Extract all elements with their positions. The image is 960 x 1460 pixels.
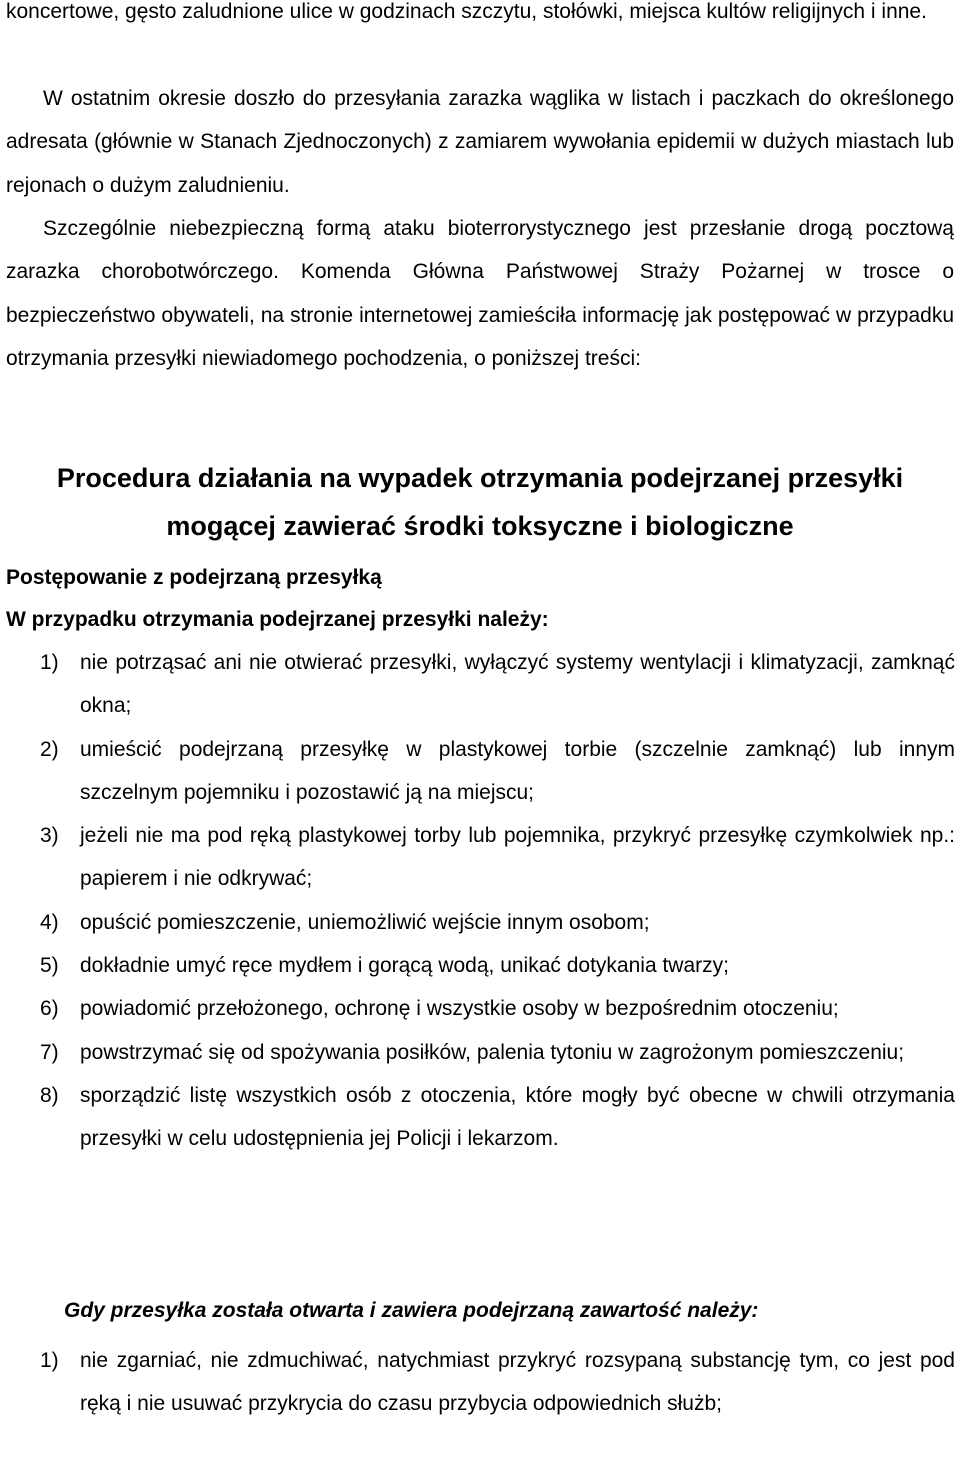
list-item-text: umieścić podejrzaną przesyłkę w plastykowej torbie (szczelnie zamknąć) lub innym szczelnym pojemniku i pozostawić ją na miejscu; [80, 737, 955, 804]
list-item [0, 641, 960, 728]
list-item-number: 8) [40, 1083, 59, 1107]
opened-package-heading: Gdy przesyłka została otwarta i zawiera podejrzaną zawartość należy: [64, 1299, 759, 1322]
procedure-steps-list [0, 641, 960, 1161]
list-item-text: jeżeli nie ma pod ręką plastykowej torby lub pojemnika, przykryć przesyłkę czymkolwiek np.: papierem i nie odkrywać; [80, 824, 955, 891]
list-item-text: powiadomić przełożonego, ochronę i wszystkie osoby w bezpośrednim otoczeniu; [80, 997, 839, 1021]
procedure-subheading: Postępowanie z podejrzaną przesyłką [6, 566, 382, 589]
list-item-number: 3) [40, 824, 59, 848]
list-item [0, 944, 960, 987]
procedure-list-heading: W przypadku otrzymania podejrzanej przesyłki należy: [6, 608, 549, 631]
list-item-text: sporządzić listę wszystkich osób z otoczenia, które mogły być obecne w chwili otrzymania przesyłki w celu udostępnienia jej Policji i lekarzom. [80, 1083, 955, 1151]
list-item [0, 728, 960, 815]
list-item-number: 1) [40, 1349, 59, 1372]
list-item-number: 5) [40, 954, 59, 978]
procedure-title-line-1: Procedura działania na wypadek otrzymania podejrzanej przesyłki [56, 463, 904, 493]
list-item [0, 814, 960, 901]
opened-package-steps-list [0, 1339, 960, 1426]
list-item-text: nie potrząsać ani nie otwierać przesyłki, wyłączyć systemy wentylacji i klimatyzacji, zamknąć okna; [80, 651, 955, 718]
intro-paragraph-3: Szczególnie niebezpieczną formą ataku bioterrorystycznego jest przesłanie drogą pocztową zarazka chorobotwórczego. Komenda Główna Państwowej Straży Pożarnej w trosce o bezpieczeństwo obywateli, na stronie internetowej zamieściła informację jak postępować w przypadku otrzymania przesyłki niewiadomego pochodzenia, o poniższej treści: [6, 217, 954, 370]
list-item-text: dokładnie umyć ręce mydłem i gorącą wodą, unikać dotykania twarzy; [80, 954, 729, 978]
intro-paragraph-1: koncertowe, gęsto zaludnione ulice w godzinach szczytu, stołówki, miejsca kultów religijnych i inne. [6, 0, 927, 23]
list-item [0, 1074, 960, 1161]
list-item-number: 2) [40, 737, 59, 761]
intro-paragraph-2: W ostatnim okresie doszło do przesyłania zarazka wąglika w listach i paczkach do określonego adresata (głównie w Stanach Zjednoczonych) z zamiarem wywołania epidemii w dużych miastach lub rejonach o dużym zaludnieniu. [6, 87, 954, 197]
procedure-title-line-2: mogącej zawierać środki toksyczne i biologiczne [166, 511, 794, 541]
list-item-number: 4) [40, 910, 59, 934]
list-item-text: opuścić pomieszczenie, uniemożliwić wejście innym osobom; [80, 910, 650, 934]
list-item-number: 1) [40, 651, 59, 674]
list-item [0, 1339, 960, 1426]
list-item-number: 6) [40, 997, 59, 1021]
list-item [0, 1031, 960, 1074]
list-item [0, 987, 960, 1030]
list-item [0, 901, 960, 944]
list-item-text: nie zgarniać, nie zdmuchiwać, natychmiast przykryć rozsypaną substancję tym, co jest pod ręką i nie usuwać przykrycia do czasu przybycia odpowiednich służb; [80, 1349, 955, 1416]
list-item-text: powstrzymać się od spożywania posiłków, palenia tytoniu w zagrożonym pomieszczeniu; [80, 1040, 905, 1064]
list-item-number: 7) [40, 1040, 59, 1064]
